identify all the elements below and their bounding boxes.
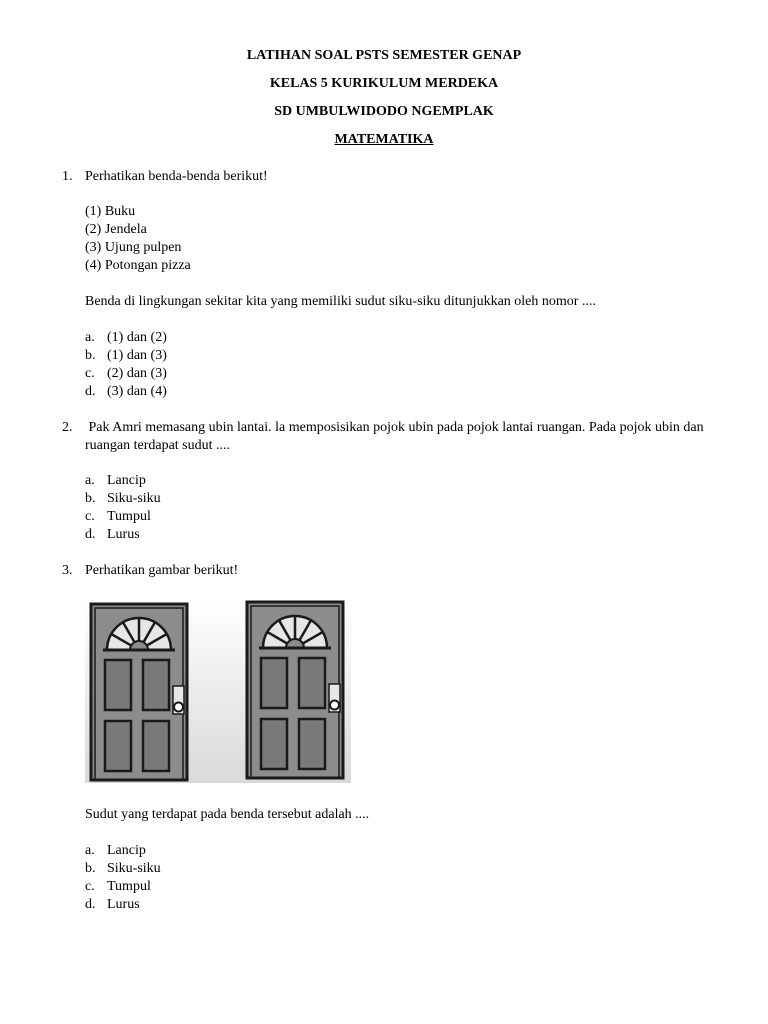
answer-option-a[interactable]: a. Lancip bbox=[85, 843, 146, 858]
question-prompt: Pak Amri memasang ubin lantai. la memposisikan pojok ubin pada pojok lantai ruangan. Pada pojok ubin dan ruangan terdapat sudut .... bbox=[85, 420, 708, 453]
list-item: (3) Ujung pulpen bbox=[85, 240, 182, 255]
question-1-items bbox=[85, 203, 745, 275]
question-number: 2. bbox=[62, 420, 73, 435]
answer-option-c[interactable]: c. Tumpul bbox=[85, 509, 151, 524]
question-2 bbox=[62, 419, 742, 455]
list-item: (1) Buku bbox=[85, 204, 136, 219]
header-school: SD UMBULWIDODO NGEMPLAK bbox=[274, 104, 494, 119]
answer-option-a[interactable]: a. Lancip bbox=[85, 473, 146, 488]
header-class: KELAS 5 KURIKULUM MERDEKA bbox=[269, 76, 499, 91]
door-right-icon bbox=[247, 602, 343, 778]
list-item: (2) Jendela bbox=[85, 222, 147, 237]
doors-figure bbox=[85, 600, 351, 783]
answer-option-d[interactable]: d. (3) dan (4) bbox=[85, 384, 167, 399]
answer-option-d[interactable]: d. Lurus bbox=[85, 897, 140, 912]
answer-option-b[interactable]: b. (1) dan (3) bbox=[85, 348, 167, 363]
list-item: (4) Potongan pizza bbox=[85, 258, 191, 273]
question-text: Sudut yang terdapat pada benda tersebut adalah .... bbox=[85, 807, 370, 822]
question-3-text bbox=[85, 806, 745, 824]
door-left-icon bbox=[91, 604, 187, 780]
answer-option-a[interactable]: a. (1) dan (2) bbox=[85, 330, 167, 345]
question-prompt: Perhatikan gambar berikut! bbox=[85, 563, 239, 578]
question-1-options bbox=[85, 329, 745, 401]
question-1 bbox=[62, 168, 742, 186]
answer-option-b[interactable]: b. Siku-siku bbox=[85, 861, 161, 876]
answer-option-c[interactable]: c. (2) dan (3) bbox=[85, 366, 167, 381]
question-number: 3. bbox=[62, 563, 73, 578]
question-number: 1. bbox=[62, 169, 73, 184]
answer-option-b[interactable]: b. Siku-siku bbox=[85, 491, 161, 506]
answer-option-d[interactable]: d. Lurus bbox=[85, 527, 140, 542]
answer-option-c[interactable]: c. Tumpul bbox=[85, 879, 151, 894]
question-1-text bbox=[85, 293, 745, 311]
question-3-options bbox=[85, 842, 745, 914]
question-prompt: Perhatikan benda-benda berikut! bbox=[85, 169, 268, 184]
header-title: LATIHAN SOAL PSTS SEMESTER GENAP bbox=[246, 48, 522, 63]
question-3 bbox=[62, 562, 742, 580]
doors-illustration bbox=[85, 600, 351, 783]
question-text: Benda di lingkungan sekitar kita yang memiliki sudut siku-siku ditunjukkan oleh nomor .... bbox=[85, 294, 596, 309]
header-subject: MATEMATIKA bbox=[334, 132, 434, 147]
document-header bbox=[0, 46, 768, 158]
question-2-options bbox=[85, 472, 745, 544]
